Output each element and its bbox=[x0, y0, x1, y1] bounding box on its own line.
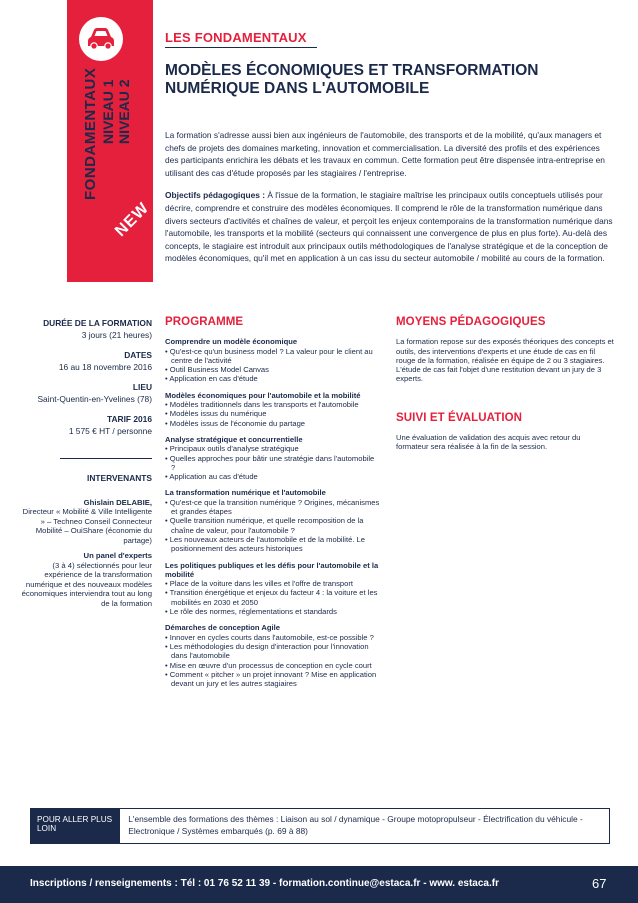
module-item: • Qu'est-ce que la transition numérique ? Origines, mécanismes et grandes étapes bbox=[165, 497, 380, 517]
banner-level-1: NIVEAU 1 bbox=[100, 79, 116, 144]
speaker-1 bbox=[18, 498, 152, 546]
info-divider bbox=[60, 458, 152, 459]
speaker-1-desc: Directeur « Mobilité & Ville Intelligente » – Techneo Conseil Connecteur Mobilité – OuiShare (économie du partage) bbox=[22, 507, 152, 545]
intro-paragraph: La formation s'adresse aussi bien aux ingénieurs de l'automobile, des transports et de la mobilité, qu'aux managers et chefs de projets des domaines marketing, innovation et commercialisation. La diversité des profils et des expériences des participants enrichira les débats et les travaux en commun. Cette formation peut être dispensée intra-entreprise en utilisant des cas d'étude proposés par les stagiaires / l'entreprise. bbox=[165, 130, 605, 178]
module-item: • Modèles issus de l'économie du partage bbox=[165, 418, 306, 428]
footer-contact: Inscriptions / renseignements : Tél : 01 76 52 11 39 - formation.continue@estaca.fr - www. estaca.fr bbox=[30, 878, 499, 889]
duration-block bbox=[30, 318, 152, 341]
module-item: • Innover en cycles courts dans l'automobile, est-ce possible ? bbox=[165, 632, 374, 642]
module-item: • Modèles traditionnels dans les transports et l'automobile bbox=[165, 400, 359, 410]
suivi-title: SUIVI ET ÉVALUATION bbox=[396, 411, 523, 424]
module-item: • Application au cas d'étude bbox=[165, 472, 258, 482]
programme bbox=[165, 318, 380, 695]
intro-text bbox=[165, 129, 613, 275]
dates-block bbox=[30, 350, 152, 373]
programme-title: PROGRAMME bbox=[165, 316, 244, 328]
dates-value: 16 au 18 novembre 2016 bbox=[58, 361, 152, 372]
further-reading-text: L'ensemble des formations des thèmes : Liaison au sol / dynamique - Groupe motopropulseur - Électrification du véhicule - Electronique / Systèmes embarqués (p. 69 à 88) bbox=[128, 814, 583, 836]
banner-level-2: NIVEAU 2 bbox=[116, 79, 132, 144]
programme-module bbox=[165, 561, 380, 617]
speakers bbox=[18, 474, 152, 614]
module-title: Démarches de conception Agile bbox=[165, 623, 280, 633]
module-item: • Les nouveaux acteurs de l'automobile et de la mobilité. Le positionnement des acteurs historiques bbox=[165, 534, 365, 554]
module-item: • Mise en œuvre d'un processus de conception en cycle court bbox=[165, 660, 372, 670]
module-item: • Transition énergétique et enjeux du facteur 4 : la voiture et les mobilités en 2030 et 2050 bbox=[165, 588, 378, 607]
panel-name: Un panel d'experts bbox=[83, 551, 152, 560]
banner-category: FONDAMENTAUX bbox=[82, 67, 99, 200]
location-label: LIEU bbox=[132, 382, 152, 392]
module-title: La transformation numérique et l'automobile bbox=[165, 488, 326, 498]
objectives-text: À l'issue de la formation, le stagiaire maîtrise les principaux outils conceptuels utilisés pour décrire, comprendre et construire des modèles économiques. Il comprend le rôle de la transformation numérique dans divers secteurs d'activités et chaînes de valeur, et perçoit les enjeux contemporains de la transformation numérique dans l'automobile, les transports et la mobilité (secteurs qui connaissent une convergence de plus en plus forte). Au-delà des concepts, le stagiaire est introduit aux principaux outils méthodologiques de l'analyse stratégique et de la conception de modèles économiques, qu'il met en application à un cas issu du secteur automobile / mobilité au cours de la formation. bbox=[165, 190, 613, 264]
moyens-title: MOYENS PÉDAGOGIQUES bbox=[396, 316, 546, 328]
duration-label: DURÉE DE LA FORMATION bbox=[43, 318, 152, 328]
kicker-divider bbox=[165, 47, 317, 48]
page-title: MODÈLES ÉCONOMIQUES ET TRANSFORMATION NUMÉRIQUE DANS L'AUTOMOBILE bbox=[165, 62, 539, 97]
module-item: • Le rôle des normes, réglementations et standards bbox=[165, 607, 337, 617]
module-item: • Qu'est-ce qu'un business model ? La valeur pour le client au centre de l'activité bbox=[165, 346, 373, 365]
module-item: • Modèles issus du numérique bbox=[165, 409, 267, 419]
objectives-label: Objectifs pédagogiques : bbox=[165, 190, 266, 201]
location-block bbox=[30, 382, 152, 405]
speakers-title: INTERVENANTS bbox=[87, 473, 152, 483]
price-value: 1 575 € HT / personne bbox=[68, 425, 152, 436]
module-item: • Outil Business Model Canvas bbox=[165, 365, 269, 375]
module-item: • Comment « pitcher » un projet innovant ? Mise en application devant un jury et les autres stagiaires bbox=[165, 669, 377, 689]
module-item: • Quelle transition numérique, et quelle recomposition de la chaîne de valeur, pour l'automobile ? bbox=[165, 516, 364, 535]
module-title: Modèles économiques pour l'automobile et la mobilité bbox=[165, 390, 361, 400]
price-label: TARIF 2016 bbox=[107, 414, 152, 424]
car-icon bbox=[85, 25, 117, 53]
page-number: 67 bbox=[592, 876, 607, 891]
course-info bbox=[30, 318, 152, 446]
expert-panel bbox=[18, 551, 152, 608]
module-item: • Quelles approches pour bâtir une stratégie dans l'automobile ? bbox=[165, 453, 375, 472]
programme-module bbox=[165, 391, 380, 428]
price-block bbox=[30, 414, 152, 437]
programme-module bbox=[165, 337, 380, 383]
dates-label: DATES bbox=[124, 350, 152, 360]
module-title: Analyse stratégique et concurrentielle bbox=[165, 434, 303, 444]
right-column bbox=[396, 318, 614, 482]
panel-desc: (3 à 4) sélectionnés pour leur expérience de la transformation numérique et des nouveaux modèles économiques interviendra tout au long de la formation bbox=[21, 560, 152, 608]
module-item: • Application en cas d'étude bbox=[165, 374, 258, 384]
speaker-1-name: Ghislain DELABIE, bbox=[83, 497, 152, 507]
suivi-text: Une évaluation de validation des acquis avec retour du formateur sera réalisée à la fin de la session. bbox=[396, 433, 581, 452]
programme-module bbox=[165, 488, 380, 553]
new-tag: NEW bbox=[112, 199, 153, 241]
module-title: Comprendre un modèle économique bbox=[165, 337, 298, 347]
further-reading-box bbox=[30, 808, 610, 844]
objectives-paragraph bbox=[165, 189, 613, 265]
programme-module bbox=[165, 623, 380, 688]
footer-bar bbox=[0, 866, 638, 903]
location-value: Saint-Quentin-en-Yvelines (78) bbox=[37, 393, 152, 404]
section-kicker: LES FONDAMENTAUX bbox=[165, 30, 307, 45]
car-badge bbox=[79, 17, 123, 61]
module-item: • Principaux outils d'analyse stratégique bbox=[165, 444, 299, 454]
duration-value: 3 jours (21 heures) bbox=[81, 329, 152, 340]
moyens-text: La formation repose sur des exposés théoriques des concepts et outils, des interventions d'experts et une étude de cas en fil rouge de la formation, réalisée en équipe de 2 ou 3 stagiaires. L'étude de cas fait l'objet d'une restitution devant un jury de 3 experts. bbox=[396, 337, 614, 384]
programme-module bbox=[165, 435, 380, 481]
module-title: Les politiques publiques et les défis pour l'automobile et la mobilité bbox=[165, 560, 379, 579]
further-reading-label: POUR ALLER PLUS LOIN bbox=[31, 809, 120, 843]
module-item: • Place de la voiture dans les villes et l'offre de transport bbox=[165, 579, 354, 589]
module-item: • Les méthodologies du design d'interaction pour l'innovation dans l'automobile bbox=[165, 641, 369, 661]
